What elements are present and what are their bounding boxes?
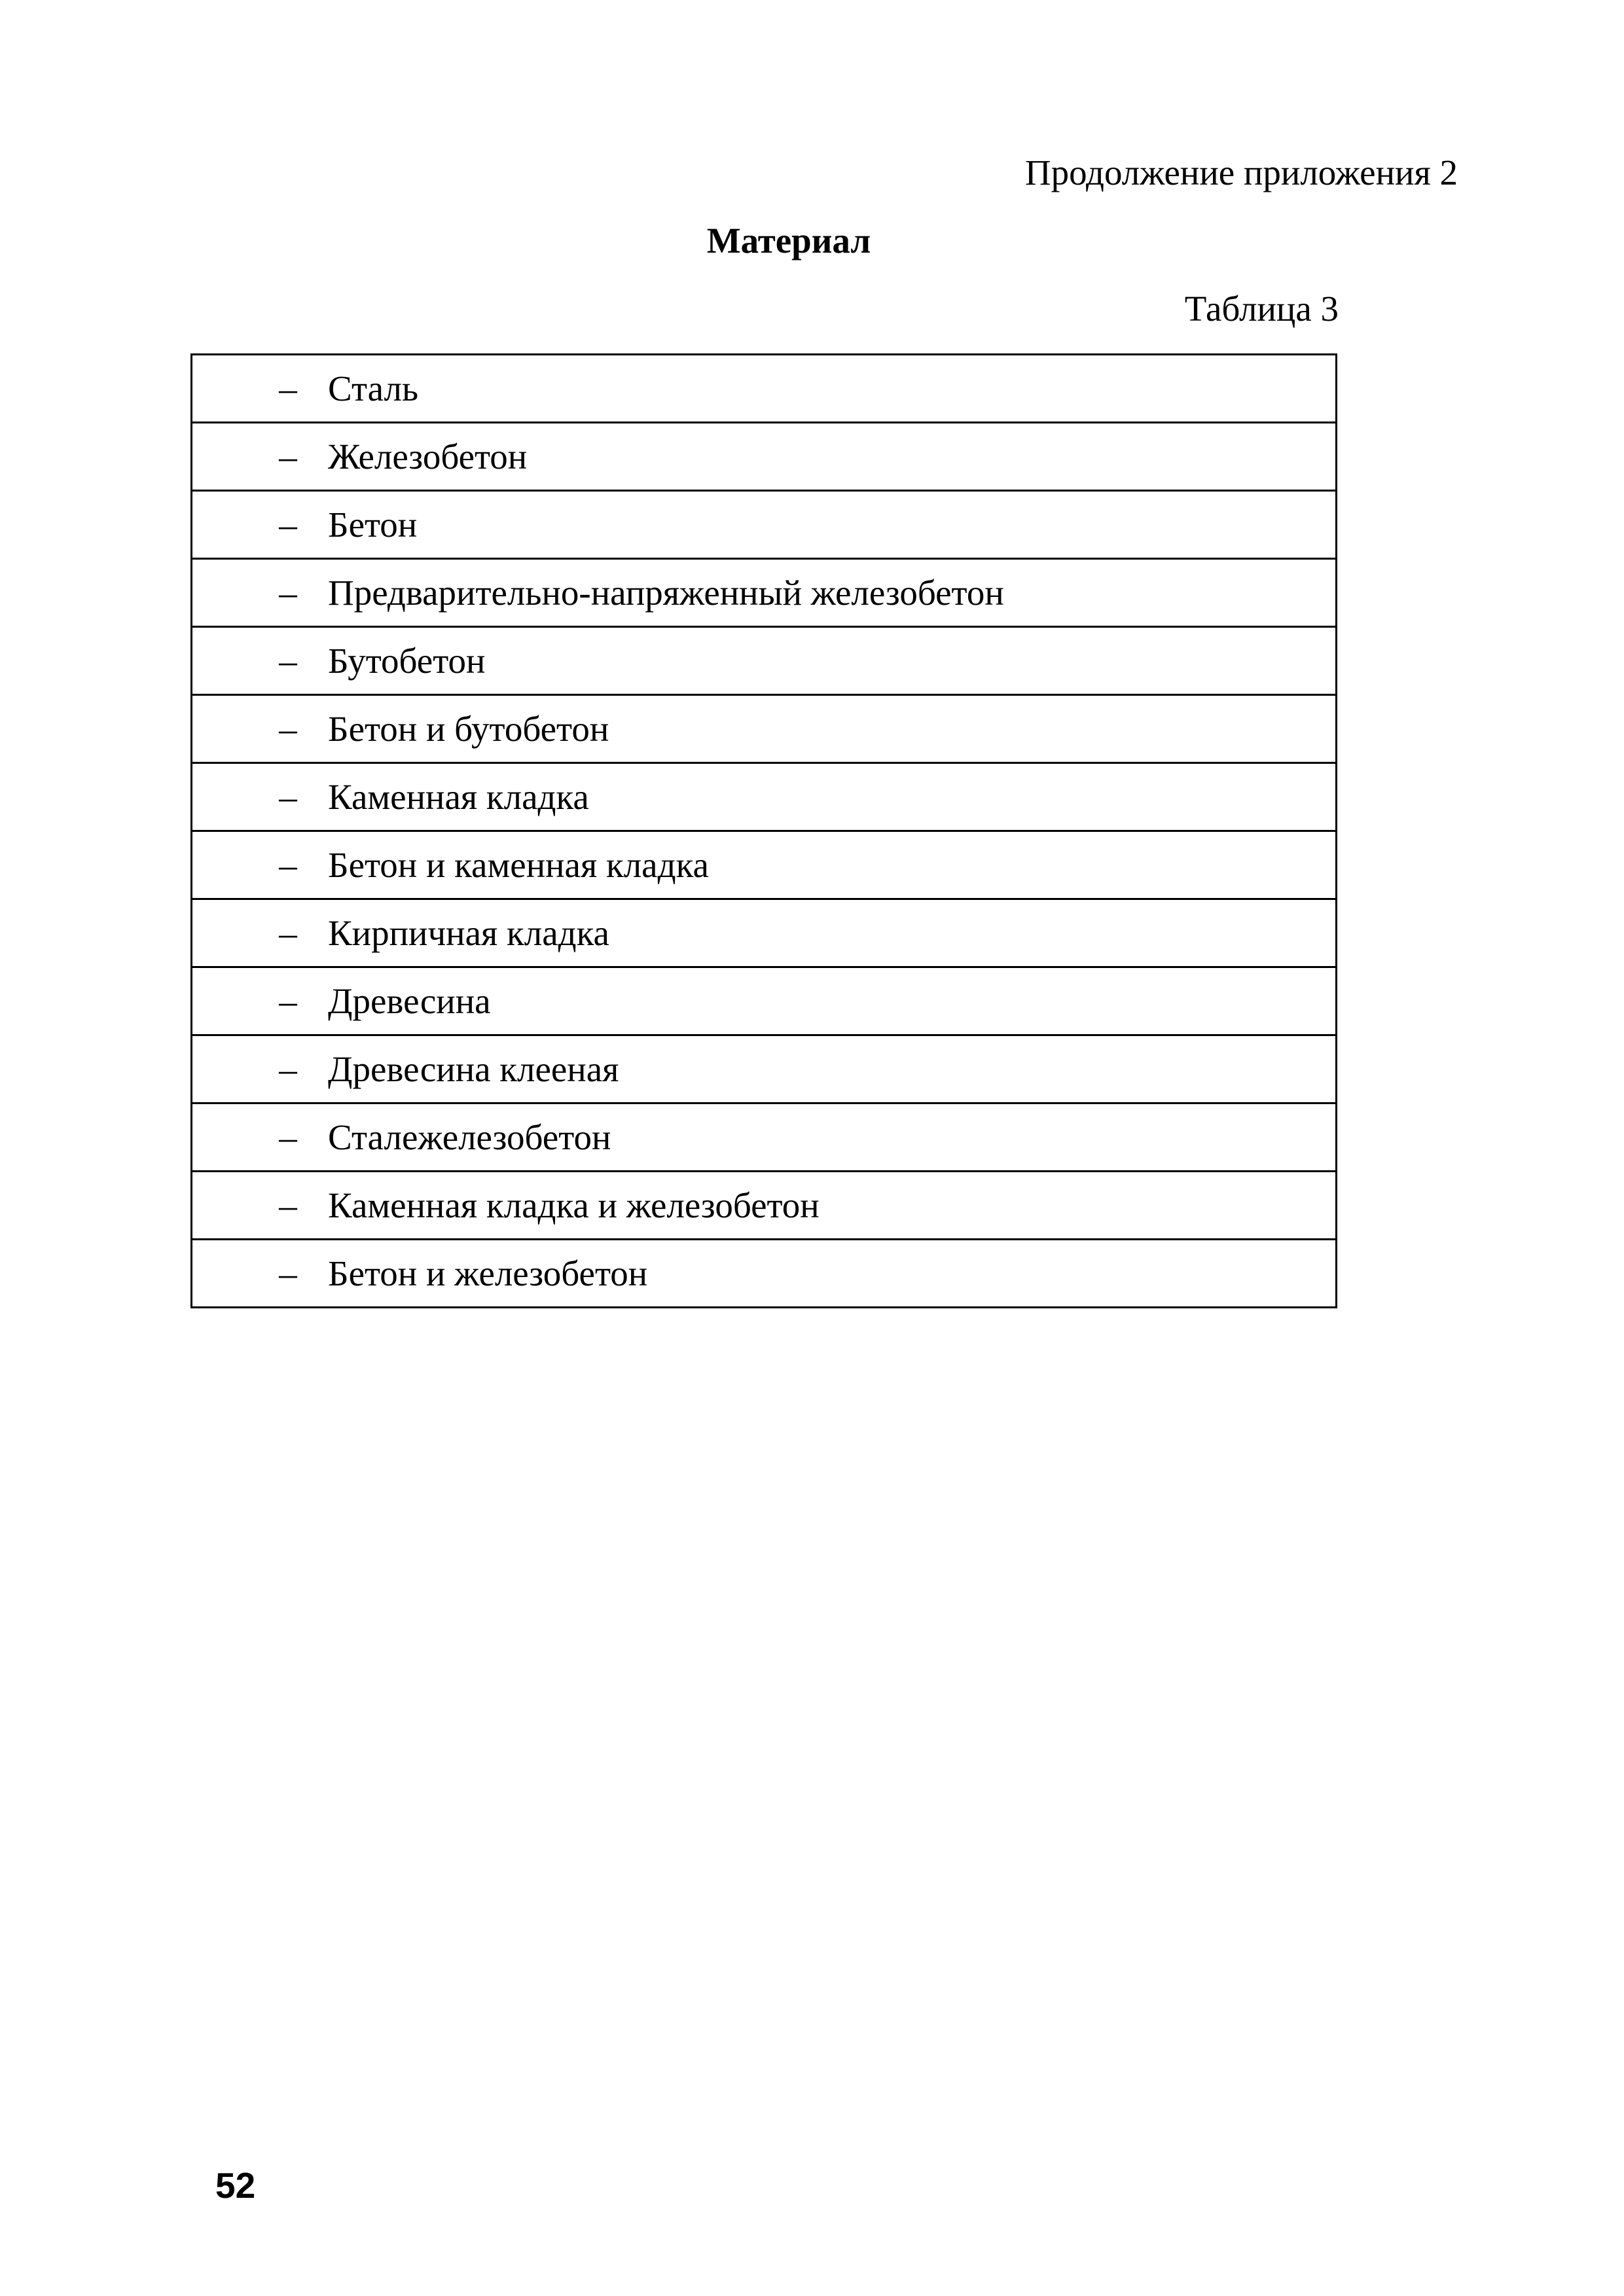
- dash-icon: –: [279, 573, 297, 613]
- table-row: [192, 1035, 1337, 1103]
- table-cell: [192, 967, 1337, 1035]
- table-cell: [192, 1240, 1337, 1308]
- table-row: [192, 491, 1337, 559]
- material-label: Древесина: [328, 981, 491, 1021]
- table-row: [192, 1103, 1337, 1172]
- material-label: Железобетон: [328, 437, 528, 476]
- table-cell: [192, 627, 1337, 695]
- table-cell: [192, 1172, 1337, 1240]
- table-row: [192, 1172, 1337, 1240]
- material-label: Предварительно-напряженный железобетон: [328, 573, 1004, 613]
- material-label: Сталь: [328, 368, 419, 408]
- dash-icon: –: [279, 1049, 297, 1089]
- dash-icon: –: [279, 1117, 297, 1157]
- material-label: Бетон и каменная кладка: [328, 845, 709, 885]
- table-cell: [192, 1035, 1337, 1103]
- table-row: [192, 967, 1337, 1035]
- table-cell: [192, 831, 1337, 899]
- material-label: Бутобетон: [328, 641, 486, 681]
- material-label: Каменная кладка и железобетон: [328, 1185, 820, 1225]
- table-caption: Таблица 3: [1184, 289, 1339, 329]
- materials-table: [190, 353, 1337, 1308]
- appendix-continuation-note: Продолжение приложения 2: [1024, 152, 1458, 192]
- table-cell: [192, 899, 1337, 967]
- table-row: [192, 831, 1337, 899]
- table-row: [192, 763, 1337, 831]
- table-row: [192, 355, 1337, 423]
- table-cell: [192, 695, 1337, 763]
- table-cell: [192, 763, 1337, 831]
- table-cell: [192, 423, 1337, 491]
- table-row: [192, 899, 1337, 967]
- material-label: Сталежелезобетон: [328, 1117, 611, 1157]
- table-row: [192, 423, 1337, 491]
- material-label: Бетон: [328, 505, 418, 545]
- table-row: [192, 627, 1337, 695]
- material-label: Бетон и железобетон: [328, 1253, 648, 1293]
- table-cell: [192, 559, 1337, 627]
- dash-icon: –: [279, 845, 297, 885]
- table-row: [192, 695, 1337, 763]
- dash-icon: –: [279, 641, 297, 681]
- table-cell: [192, 355, 1337, 423]
- table-cell: [192, 1103, 1337, 1172]
- dash-icon: –: [279, 437, 297, 476]
- table-row: [192, 559, 1337, 627]
- dash-icon: –: [279, 1185, 297, 1225]
- dash-icon: –: [279, 1253, 297, 1293]
- table-row: [192, 1240, 1337, 1308]
- dash-icon: –: [279, 777, 297, 817]
- material-label: Кирпичная кладка: [328, 913, 609, 953]
- material-label: Древесина клееная: [328, 1049, 619, 1089]
- dash-icon: –: [279, 368, 297, 408]
- dash-icon: –: [279, 505, 297, 545]
- material-label: Бетон и бутобетон: [328, 709, 609, 749]
- section-title: Материал: [706, 221, 871, 260]
- page-number: 52: [215, 2165, 256, 2206]
- dash-icon: –: [279, 913, 297, 953]
- dash-icon: –: [279, 981, 297, 1021]
- table-cell: [192, 491, 1337, 559]
- material-label: Каменная кладка: [328, 777, 589, 817]
- dash-icon: –: [279, 709, 297, 749]
